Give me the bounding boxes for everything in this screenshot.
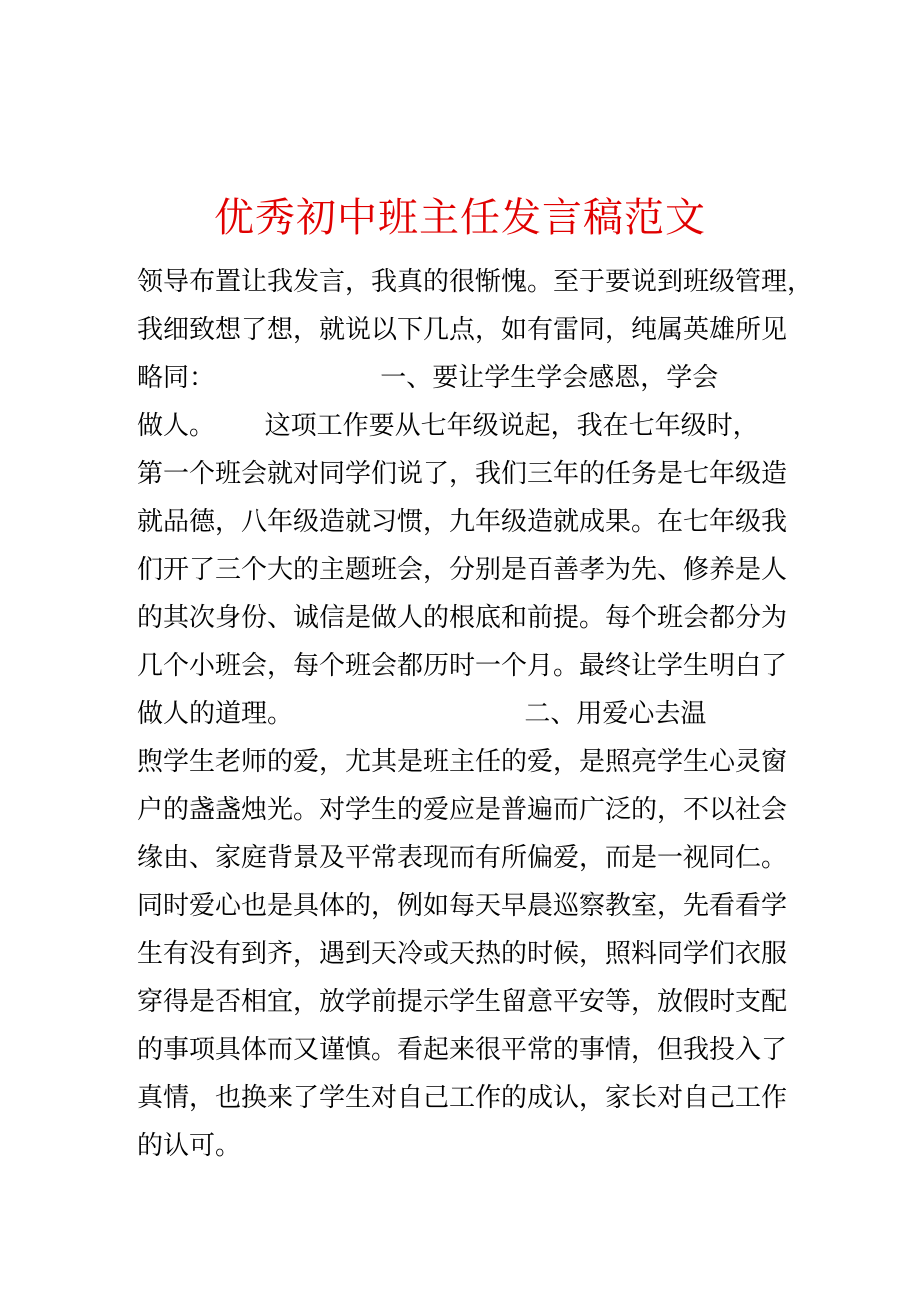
- text-line: 领导布置让我发言，我真的很惭愧。至于要说到班级管理，: [137, 267, 814, 297]
- text-line: 的其次身份、诚信是做人的根底和前提。每个班会都分为: [137, 603, 788, 633]
- text-line: 生有没有到齐，遇到天冷或天热的时候，照料同学们衣服: [137, 939, 788, 969]
- text-line: 真情，也换来了学生对自己工作的成认，家长对自己工作: [137, 1083, 788, 1113]
- text-line: 就品德，八年级造就习惯，九年级造就成果。在七年级我: [137, 507, 788, 537]
- text-line: 缘由、家庭背景及平常表现而有所偏爱，而是一视同仁。: [137, 843, 788, 873]
- text-line: 煦学生老师的爱，尤其是班主任的爱，是照亮学生心灵窗: [137, 747, 788, 777]
- body-text: [137, 258, 817, 1170]
- text-line: 的事项具体而又谨慎。看起来很平常的事情，但我投入了: [137, 1035, 788, 1065]
- text-line: 第一个班会就对同学们说了，我们三年的任务是七年级造: [137, 459, 788, 489]
- text-line: 穿得是否相宜，放学前提示学生留意平安等，放假时支配: [137, 987, 788, 1017]
- text-line: 户的盏盏烛光。对学生的爱应是普遍而广泛的，不以社会: [137, 795, 788, 825]
- text-line: 同时爱心也是具体的，例如每天早晨巡察教室，先看看学: [137, 891, 788, 921]
- text-line: 们开了三个大的主题班会，分别是百善孝为先、修养是人: [137, 555, 788, 585]
- text-line: 略同： 一、要让学生学会感恩，学会: [137, 363, 719, 393]
- text-line: 我细致想了想，就说以下几点，如有雷同，纯属英雄所见: [137, 315, 788, 345]
- text-line: 做人的道理。 二、用爱心去温: [137, 699, 707, 729]
- page-title: 优秀初中班主任发言稿范文: [214, 195, 706, 241]
- text-line: 的认可。: [137, 1131, 242, 1161]
- text-line: 做人。 这项工作要从七年级说起，我在七年级时，: [137, 411, 759, 441]
- text-line: 几个小班会，每个班会都历时一个月。最终让学生明白了: [137, 651, 788, 681]
